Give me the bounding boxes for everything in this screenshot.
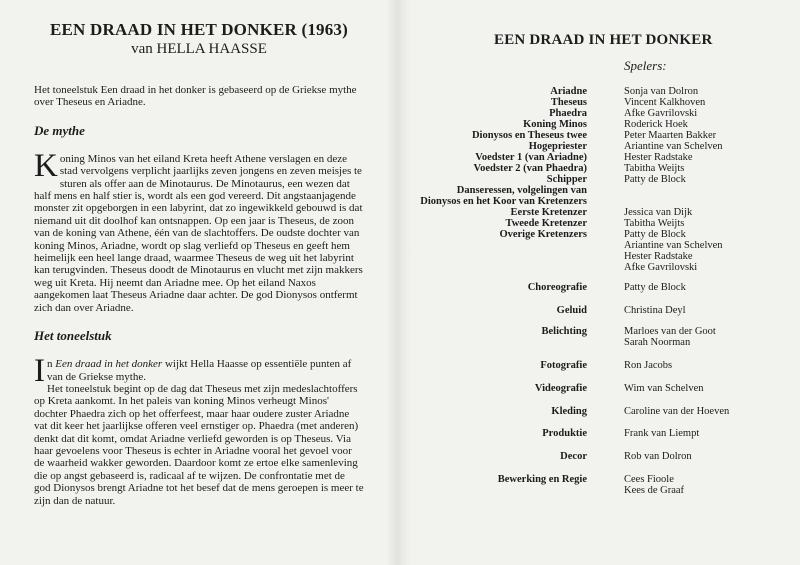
cast-actor: Ariantine van Schelven [624, 141, 723, 152]
cast-role: Ariadne [550, 86, 587, 97]
crew-person: Cees Fioole [624, 474, 674, 485]
section-title-toneelstuk: Het toneelstuk [34, 328, 112, 344]
play-paragraph-1 [34, 353, 364, 390]
crew-person: Caroline van der Hoeven [624, 406, 730, 417]
crew-person: Christina Deyl [624, 305, 686, 316]
cast-actor: Afke Gavrilovski [624, 108, 698, 119]
left-page [34, 20, 364, 507]
crew-role: Produktie [542, 428, 587, 439]
play-paragraph-2: Het toneelstuk begint op de dag dat Theseus met zijn medeslachtoffers op Kreta aankomt. In het paleis van koning Minos verheugt Minos' dochter Phaedra zich op het offerfeest, maar haar oudere zuster Ariadne vat dit keer het jaarlijkse offeren veel ernstiger op. Phaedra (met anderen) denkt dat dit komt, omdat Ariadne verliefd geworden is op Theseus. Via haar gevoelens voor Theseus is echter in Ariadne vooral het gevoel voor de waarheid wakker geworden. Daardoor komt ze ertoe elke samenleving die op angst gebaseerd is, radicaal af te wijzen. De confrontatie met de god Dionysos brengt Ariadne tot het besef dat de mens geroepen is meer te zijn dan de natuur. [34, 382, 364, 507]
cast-role: Dionysos en het Koor van Kretenzers [420, 196, 587, 207]
play-dropcap: I [34, 353, 45, 390]
cast-actor: Hester Radstake [624, 152, 693, 163]
crew-person: Patty de Block [624, 282, 686, 293]
cast-role: Hogepriester [528, 141, 587, 152]
cast-role: Overige Kretenzers [499, 229, 587, 240]
crew-person: Sarah Noorman [624, 337, 691, 348]
crew-role: Videografie [534, 383, 587, 394]
cast-actor: Peter Maarten Bakker [624, 130, 717, 141]
crew-role: Bewerking en Regie [497, 474, 587, 485]
crew-person: Ron Jacobs [624, 360, 673, 371]
crew-person: Frank van Liempt [624, 428, 700, 439]
crew-role: Geluid [556, 305, 587, 316]
play-text-b: wijkt Hella Haasse op essentiële punten af van de Griekse mythe. [47, 358, 352, 383]
play-text-a: n [47, 358, 56, 371]
cast-actor: Hester Radstake [624, 251, 693, 262]
section-title-mythe: De mythe [34, 122, 85, 138]
cast-role: Eerste Kretenzer [510, 207, 587, 218]
myth-dropcap: K [34, 147, 58, 184]
cast-role: Theseus [550, 97, 587, 108]
cast-actor: Tabitha Weijts [624, 218, 685, 229]
cast-role: Schipper [546, 174, 587, 185]
myth-paragraph [34, 147, 364, 314]
cast-actor: Roderick Hoek [624, 119, 688, 130]
cast-actor: Sonja van Dolron [624, 86, 699, 97]
crew-person: Kees de Graaf [624, 485, 685, 496]
cast-actor: Afke Gavrilovski [624, 262, 698, 273]
page-fold [386, 0, 412, 565]
cast-role: Koning Minos [523, 119, 587, 130]
crew-person: Rob van Dolron [624, 451, 692, 462]
cast-role: Danseressen, volgelingen van [456, 185, 587, 196]
left-title: EEN DRAAD IN HET DONKER (1963) [49, 20, 348, 39]
crew-role: Choreografie [527, 282, 587, 293]
crew-person: Wim van Schelven [624, 383, 704, 394]
intro-paragraph: Het toneelstuk Een draad in het donker is gebaseerd op de Griekse mythe over Theseus en Ariadne. [34, 84, 357, 109]
crew-role: Fotografie [540, 360, 587, 371]
crew-role: Belichting [541, 326, 587, 337]
cast-actor: Ariantine van Schelven [624, 240, 723, 251]
right-title: EEN DRAAD IN HET DONKER [494, 32, 713, 48]
left-subtitle: van HELLA HAASSE [131, 41, 267, 57]
cast-role: Tweede Kretenzer [505, 218, 587, 229]
cast-role: Voedster 1 (van Ariadne) [475, 152, 587, 163]
cast-actor: Vincent Kalkhoven [624, 97, 706, 108]
cast-role: Phaedra [549, 108, 587, 119]
cast-role: Voedster 2 (van Phaedra) [473, 163, 587, 174]
crew-role: Decor [560, 451, 587, 462]
cast-role: Dionysos en Theseus twee [471, 130, 587, 141]
crew-person: Marloes van der Goot [624, 326, 716, 337]
cast-actor: Tabitha Weijts [624, 163, 685, 174]
crew-role: Kleding [551, 406, 587, 417]
spelers-label: Spelers: [624, 58, 667, 73]
cast-actor: Patty de Block [624, 174, 686, 185]
myth-text: oning Minos van het eiland Kreta heeft Athene verslagen en deze stad vervolgens verplicht jaarlijks zeven jongens en zeven meisjes te sturen als offer aan de Minotaurus. De Minotaurus, een wezen dat half mens en half stier is, wordt als een god vereerd. Dit angstaanjagende monster zit opgeborgen in een labyrint, dat zo ingewikkeld gebouwd is dat niemand uit dit doolhof kan ontsnappen. Op een jaar is Theseus, de zoon van de koning van Athene, één van de slachtoffers. De oudste dochter van koning Minos, Ariadne, wordt op slag verliefd op Theseus en geeft hem heimelijk een heel lange draad, waarmee Theseus de weg uit het labyrint kan terugvinden. Theseus doodt de Minotaurus en vlucht met zijn makkers weg uit Kreta. Hij neemt dan Ariadne mee. Op het eiland Naxos aangekomen laat Theseus Ariadne daar achter. De god Dionysos ontfermt zich dan over Ariadne. [34, 152, 363, 314]
cast-actor: Jessica van Dijk [624, 207, 693, 218]
play-text-title: Een draad in het donker [55, 358, 163, 371]
cast-actor: Patty de Block [624, 229, 686, 240]
